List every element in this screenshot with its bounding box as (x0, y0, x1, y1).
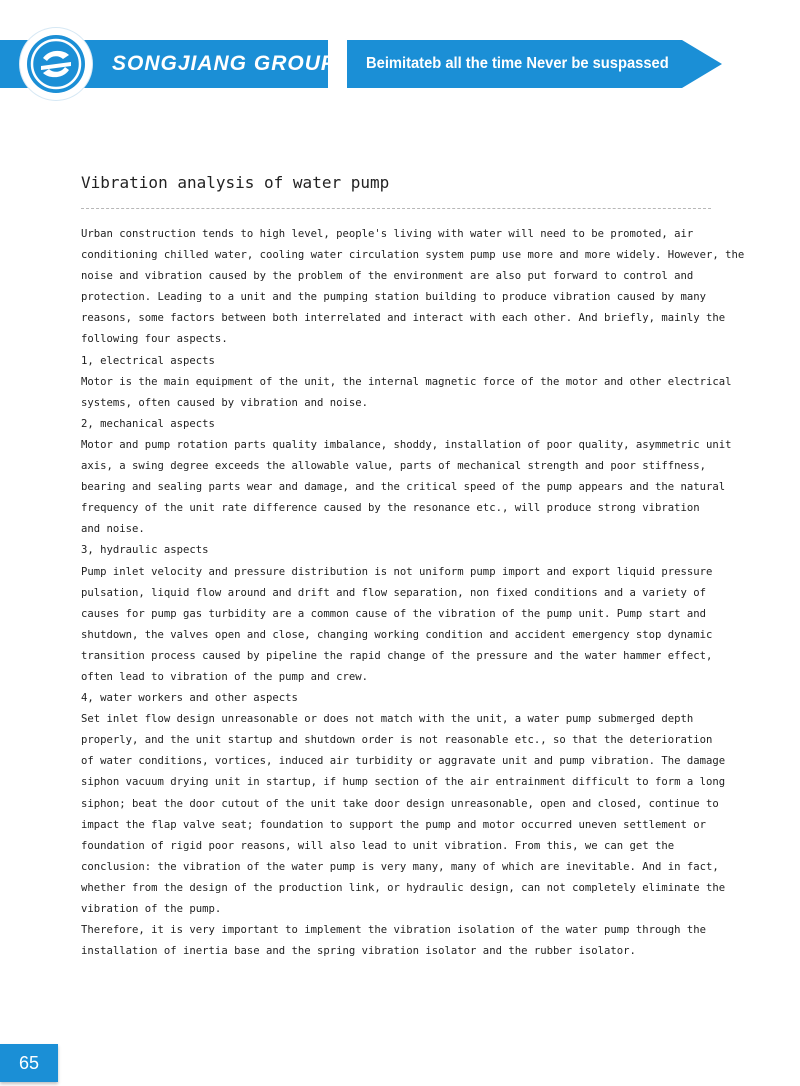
body-line: and noise. (81, 523, 145, 536)
body-line: causes for pump gas turbidity are a common cause of the vibration of the pump unit. Pump start and (81, 607, 707, 620)
body-line: whether from the design of the production link, or hydraulic design, can not completely eliminate the (81, 881, 726, 894)
body-line: conclusion: the vibration of the water pump is very many, many of which are inevitable. And in fact, (81, 860, 719, 873)
body-line: Urban construction tends to high level, people's living with water will need to be promoted, air (81, 228, 694, 240)
brand-name: SONGJIANG GROUP (112, 52, 336, 75)
body-line: siphon vacuum drying unit in startup, if hump section of the air entrainment difficult to form a long (81, 776, 726, 789)
songjiang-logo-icon (20, 28, 92, 100)
body-line: 3, hydraulic aspects (81, 544, 209, 557)
page-number: 65 (18, 1053, 40, 1073)
body-line: 1, electrical aspects (81, 354, 215, 367)
body-line: Motor and pump rotation parts quality imbalance, shoddy, installation of poor quality, asymmetric unit (81, 438, 732, 451)
body-line: axis, a swing degree exceeds the allowable value, parts of mechanical strength and poor stiffness, (81, 460, 707, 473)
body-line: reasons, some factors between both interrelated and interact with each other. And briefly, mainly the (81, 312, 726, 325)
body-line: protection. Leading to a unit and the pumping station building to produce vibration caused by many (81, 291, 707, 304)
body-line: 2, mechanical aspects (81, 417, 215, 430)
body-line: Pump inlet velocity and pressure distribution is not uniform pump import and export liquid pressure (81, 565, 713, 578)
body-line: Motor is the main equipment of the unit, the internal magnetic force of the motor and other electrical (81, 375, 732, 388)
body-line: systems, often caused by vibration and noise. (81, 396, 369, 409)
body-line: impact the flap valve seat; foundation to support the pump and motor occurred uneven settlement or (81, 818, 707, 831)
body-line: properly, and the unit startup and shutdown order is not reasonable etc., so that the deterioration (81, 734, 713, 747)
slogan-text: Beimitateb all the time Never be suspassed (366, 55, 669, 72)
body-line: transition process caused by pipeline the rapid change of the pressure and the water hammer effect, (81, 649, 713, 662)
body-line: 4, water workers and other aspects (81, 692, 298, 705)
article-body (81, 224, 745, 962)
body-line: shutdown, the valves open and close, changing working condition and accident emergency stop dynamic (81, 628, 713, 641)
body-line: vibration of the pump. (81, 903, 222, 915)
body-line: of water conditions, vortices, induced air turbidity or aggravate unit and pump vibration. The damage (81, 755, 726, 768)
body-line: Therefore, it is very important to implement the vibration isolation of the water pump through the (81, 924, 707, 937)
body-line: conditioning chilled water, cooling water circulation system pump use more and more widely. However, the (81, 249, 745, 262)
body-line: installation of inertia base and the spring vibration isolator and the rubber isolator. (81, 945, 636, 958)
title-divider (81, 208, 711, 209)
body-line: foundation of rigid poor reasons, will also lead to unit vibration. From this, we can get the (81, 839, 675, 852)
body-line: following four aspects. (81, 333, 228, 346)
body-line: noise and vibration caused by the problem of the environment are also put forward to control and (81, 270, 694, 283)
body-line: often lead to vibration of the pump and crew. (81, 670, 369, 683)
article-title: Vibration analysis of water pump (81, 173, 390, 192)
body-line: pulsation, liquid flow around and drift and flow separation, non fixed conditions and a variety of (81, 586, 707, 599)
body-line: siphon; beat the door cutout of the unit take door design unreasonable, open and closed, continue to (81, 797, 719, 810)
body-line: frequency of the unit rate difference caused by the resonance etc., will produce strong vibration (81, 502, 700, 515)
body-line: Set inlet flow design unreasonable or does not match with the unit, a water pump submerged depth (81, 713, 694, 726)
body-line: bearing and sealing parts wear and damage, and the critical speed of the pump appears and the natural (81, 481, 726, 494)
